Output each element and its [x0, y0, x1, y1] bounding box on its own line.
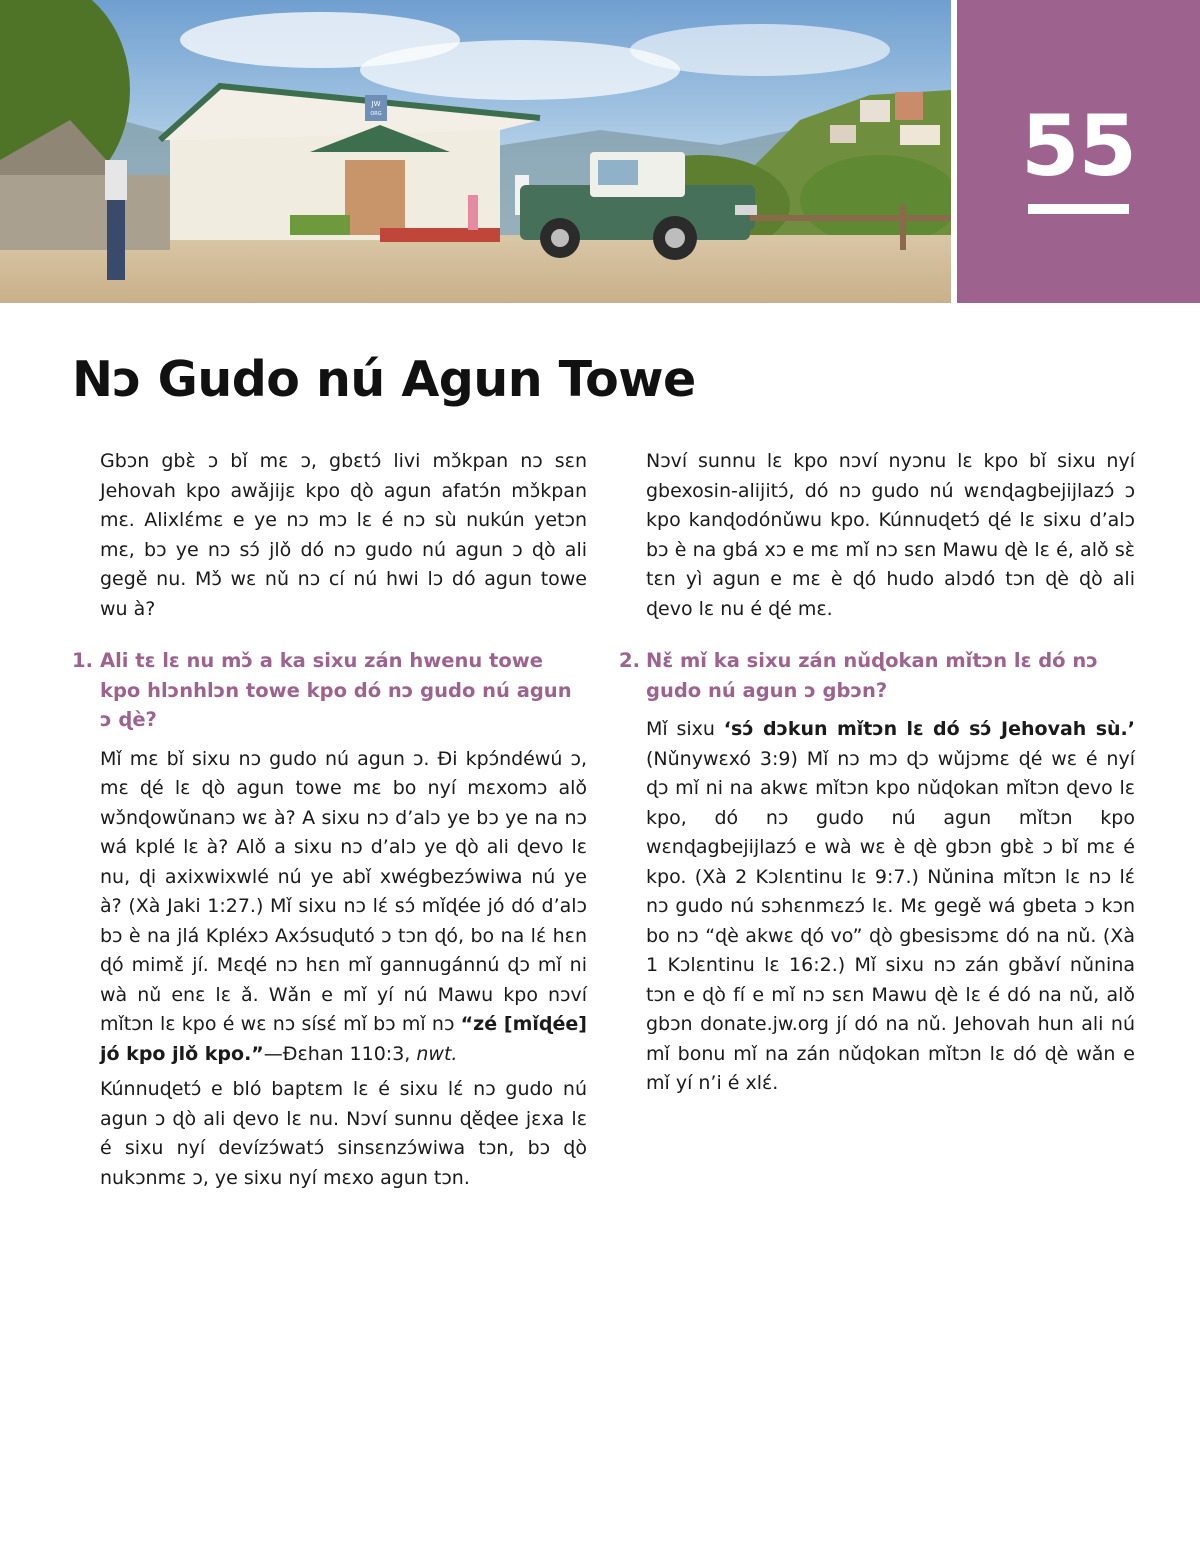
section-2-question: Nɛ̌ mǐ ka sixu zán nǔɖokan mǐtɔn lɛ dó nɔ gudo nú agun ɔ gbɔn?: [646, 649, 1098, 702]
section-1-paragraph-1-text: Mǐ mɛ bǐ sixu nɔ gudo nú agun ɔ. Ði kpɔ́ndéwú ɔ, mɛ ɖé lɛ ɖò agun towe mɛ bo nyí mɛxomɔ alǒ wɔ̌nɖowǔnanɔ wɛ à? A sixu nɔ d’alɔ ye bɔ ye na nɔ wá kplé lɛ à? Alǒ a sixu nɔ d’alɔ ye ɖò ali ɖevo lɛ nu, ɖi axixwixwlé nú ye abǐ xwégbezɔ́wiwa nú ye à? (Xà Jaki 1:27.) Mǐ sixu nɔ lɛ́ sɔ́ mǐɖée jó dó d’alɔ bɔ è na jlá Kpléxɔ Axɔ́suɖutó ɔ tɔn ɖó, bo na lɛ́ hɛn ɖó mimɛ̌ jí. Mɛɖé nɔ hɛn mǐ gannugánnú ɖɔ mǐ ni wà nǔ enɛ lɛ ǎ. Wǎn e mǐ yí nú Mawu kpo nɔví mǐtɔn lɛ kpo é wɛ nɔ sísɛ́ mǐ bɔ mǐ nɔ: [100, 747, 587, 1035]
left-column: [72, 447, 587, 1199]
lesson-number-box: [957, 0, 1200, 303]
section-1-number: 1.: [72, 649, 93, 672]
section-2-heading: [619, 646, 1135, 705]
header-photo: [0, 0, 951, 303]
scripture-citation: —Ðɛhan 110:3,: [263, 1042, 411, 1065]
section-1-paragraph-1: [100, 745, 587, 1070]
svg-text:ORG: ORG: [370, 111, 382, 117]
bible-version: nwt.: [416, 1042, 458, 1065]
section-2-number: 2.: [619, 649, 640, 672]
section-1-paragraph-2: Kúnnuɖetɔ́ e bló baptɛm lɛ é sixu lɛ́ nɔ gudo nú agun ɔ ɖò ali ɖevo lɛ nu. Nɔví sunnu ɖěɖee jɛxa lɛ é sixu nyí devízɔ́watɔ́ sinsɛnzɔ́wiwa tɔn, bɔ ɖò nukɔnmɛ ɔ, ye sixu nyí mɛxo agun tɔn.: [100, 1078, 587, 1189]
section-2-lead: Mǐ sixu: [646, 718, 715, 740]
lesson-number: 55: [1021, 97, 1136, 195]
right-column: [619, 447, 1135, 1105]
intro-paragraph-right: Nɔví sunnu lɛ kpo nɔví nyɔnu lɛ kpo bǐ sixu nyí gbexosin-alijitɔ́, dó nɔ gudo nú wɛnɖagbejijlazɔ́ ɔ kpo kanɖodónǔwu kpo. Kúnnuɖetɔ́ ɖé lɛ sixu d’alɔ bɔ è na gbá xɔ e mɛ mǐ nɔ sɛn Mawu ɖè lɛ é, alǒ sɛ̀ tɛn yì agun e mɛ è ɖó hudo alɔdó tɔn ɖè ɖò ali ɖevo lɛ nu é ɖé mɛ.: [646, 450, 1135, 620]
section-2-paragraph-1: [646, 715, 1135, 1099]
lesson-number-underline: [1028, 204, 1129, 214]
proverbs-quote: ‘sɔ́ dɔkun mǐtɔn lɛ dó sɔ́ Jehovah sù.’: [723, 718, 1135, 740]
intro-paragraph-left: Gbɔn gbɛ̀ ɔ bǐ mɛ ɔ, gbɛtɔ́ livi mɔ̌kpan nɔ sɛn Jehovah kpo awǎjijɛ kpo ɖò agun afatɔ́n mɔ̌kpan mɛ. Alixlɛ́mɛ e ye nɔ mɔ lɛ é nɔ sù nukún yetɔn mɛ, bɔ ye nɔ sɔ́ jlǒ dó nɔ gudo nú agun ɔ ɖò ali gegě nu. Mɔ̌ wɛ nǔ nɔ cí nú hwi lɔ dó agun towe wu à?: [100, 450, 587, 620]
scripture-quote: “zé [mǐɖée] jó kpo jlǒ kpo.”: [100, 1013, 587, 1065]
section-1-question: Ali tɛ lɛ nu mɔ̌ a ka sixu zán hwenu towe kpo hlɔnhlɔn towe kpo dó nɔ gudo nú agun ɔ ɖè?: [100, 649, 572, 731]
page-title: Nɔ Gudo nú Agun Towe: [72, 351, 696, 408]
section-1-heading: [72, 646, 587, 735]
svg-text:JW: JW: [371, 100, 381, 108]
section-2-paragraph-1-text: (Nǔnywɛxó 3:9) Mǐ nɔ mɔ ɖɔ wǔjɔmɛ ɖé wɛ é nyí ɖɔ mǐ ni na akwɛ mǐtɔn kpo nǔɖokan mǐtɔn ɖevo lɛ kpo, dó nɔ gudo nú agun mǐtɔn kpo wɛnɖagbejijlazɔ́ e wà wɛ è ɖè gbɔn gbɛ̀ ɔ bǐ mɛ é kpo. (Xà 2 Kɔlɛntinu lɛ 9:7.) Nǔnina mǐtɔn lɛ nɔ lɛ́ nɔ gudo nú sɔhɛnmɛzɔ́ lɛ. Mɛ gegě wá gbeta ɔ kɔn bo nɔ “ɖè akwɛ ɖó vo” ɖò gbesisɔmɛ dó na nǔ. (Xà 1 Kɔlɛntinu lɛ 16:2.) Mǐ sixu nɔ zán gbǎví nǔnina tɔn e ɖò fí e mǐ nɔ sɛn Mawu ɖè lɛ é dó na nǔ, alǒ gbɔn donate.jw.org jí dó na nǔ. Jehovah hun ali nú mǐ bonu mǐ na zán nǔɖokan mǐtɔn lɛ dó ɖè wǎn e mǐ yí n’i é xlɛ́.: [646, 747, 1135, 1094]
